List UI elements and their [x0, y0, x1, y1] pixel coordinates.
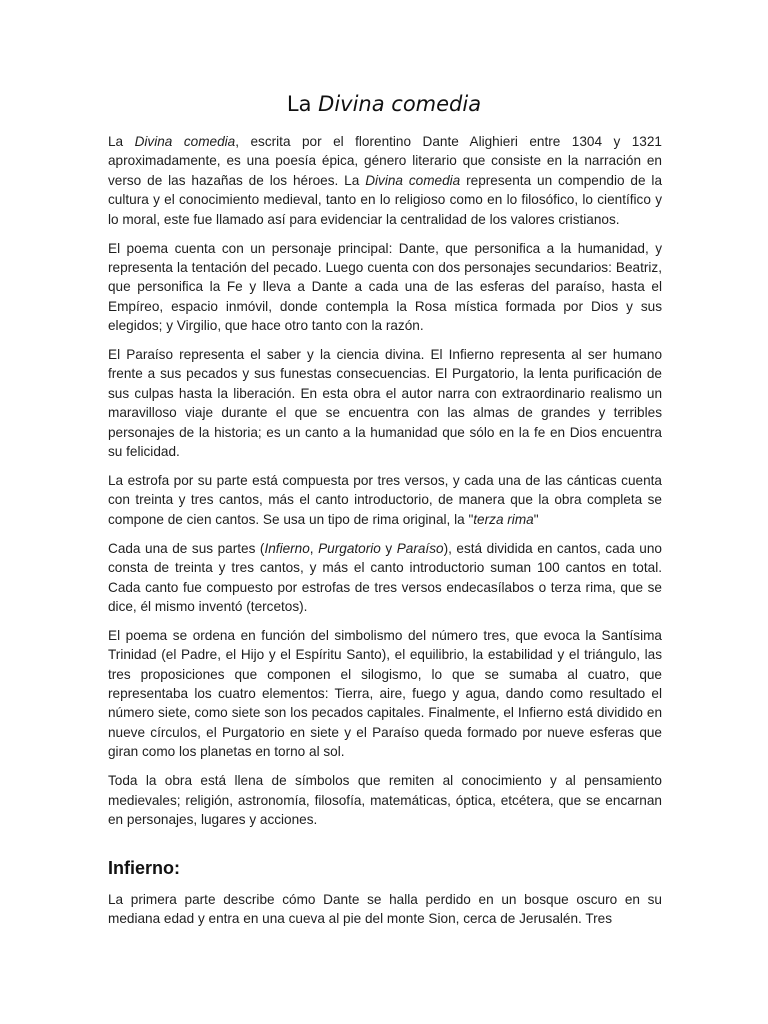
document-body	[108, 132, 662, 938]
p1-text-a: La	[108, 134, 135, 149]
paragraph-1	[108, 132, 662, 229]
p1-italic-d: Divina comedia	[365, 172, 461, 188]
p4-italic-b: terza rima	[473, 511, 534, 527]
section-heading-infierno: Infierno:	[108, 858, 180, 879]
paragraph-3: El Paraíso representa el saber y la ciencia divina. El Infierno representa al ser humano frente a sus pecados y sus funestas consecuencias. El Purgatorio, la lenta purificación de sus culpas hasta la liberación. En esta obra el autor narra con extraordinario realismo un maravilloso viaje durante el que se encuentra con las almas de grandes y terribles personajes de la historia; es un canto a la humanidad que sólo en la fe en Dios encuentra su felicidad.	[108, 347, 662, 460]
p5-text-c: ,	[309, 540, 319, 556]
p1-italic-b: Divina comedia	[134, 134, 236, 149]
paragraph-5	[108, 539, 662, 617]
paragraph-4	[108, 471, 662, 529]
paragraph-8: La primera parte describe cómo Dante se halla perdido en un bosque oscuro en su mediana edad y entra en una cueva al pie del monte Sion, cerca de Jerusalén. Tres	[108, 891, 662, 927]
p1-text-e: representa un compendio de la cultura y el conocimiento medieval, tanto en lo religioso como en lo filosófico, lo científico y lo moral, este fue llamado así para evidenciar la centralidad de los valores cristianos.	[108, 172, 662, 227]
paragraph-2: El poema cuenta con un personaje principal: Dante, que personifica a la humanidad, y representa la tentación del pecado. Luego cuenta con dos personajes secundarios: Beatriz, que personifica la Fe y lleva a Dante a cada una de las esferas del paraíso, hasta el Empíreo, espacio inmóvil, donde contempla la Rosa mística formada por Dios y sus elegidos; y Virgilio, que hace otro tanto con la razón.	[108, 240, 662, 334]
page-title	[0, 92, 768, 116]
title-plain: La	[286, 92, 319, 116]
paragraph-6: El poema se ordena en función del simbolismo del número tres, que evoca la Santísima Trinidad (el Padre, el Hijo y el Espíritu Santo), el equilibrio, la estabilidad y el triángulo, las tres proposiciones que componen el silogismo, lo que se sumaba al cuatro, que representaba los cuatro elementos: Tierra, aire, fuego y agua, dando como resultado el número siete, como siete son los pecados capitales. Finalmente, el Infierno está dividido en nueve círculos, el Purgatorio en siete y el Paraíso queda formado por nueve esferas que giran como los planetas en torno al sol.	[108, 627, 662, 760]
p5-text-e: y	[380, 540, 397, 556]
paragraph-7: Toda la obra está llena de símbolos que remiten al conocimiento y al pensamiento medievales; religión, astronomía, filosofía, matemáticas, óptica, etcétera, que se encarnan en personajes, lugares y acciones.	[108, 773, 662, 827]
p5-italic-f: Paraíso	[396, 540, 444, 556]
p5-text-a: Cada una de sus partes (	[108, 540, 265, 556]
p1-text-c: , escrita por el florentino Dante Alighieri entre 1304 y 1321 aproximadamente, es una poesía épica, género literario que consiste en la narración en verso de las hazañas de los héroes. La	[108, 134, 662, 188]
p5-italic-b: Infierno	[264, 540, 310, 556]
p4-text-a: La estrofa por su parte está compuesta por tres versos, y cada una de las cánticas cuenta con treinta y tres cantos, más el canto introductorio, de manera que la obra completa se compone de cien cantos. Se usa un tipo de rima original, la "	[108, 473, 662, 527]
p4-text-c: "	[533, 511, 539, 527]
title-italic: Divina comedia	[318, 92, 482, 116]
p5-italic-d: Purgatorio	[318, 540, 381, 556]
p5-text-g: ), está dividida en cantos, cada uno consta de treinta y tres cantos, y más el canto introductorio suman 100 cantos en total. Cada canto fue compuesto por estrofas de tres versos endecasílabos o terza rima, que se dice, él mismo inventó (tercetos).	[108, 540, 662, 614]
